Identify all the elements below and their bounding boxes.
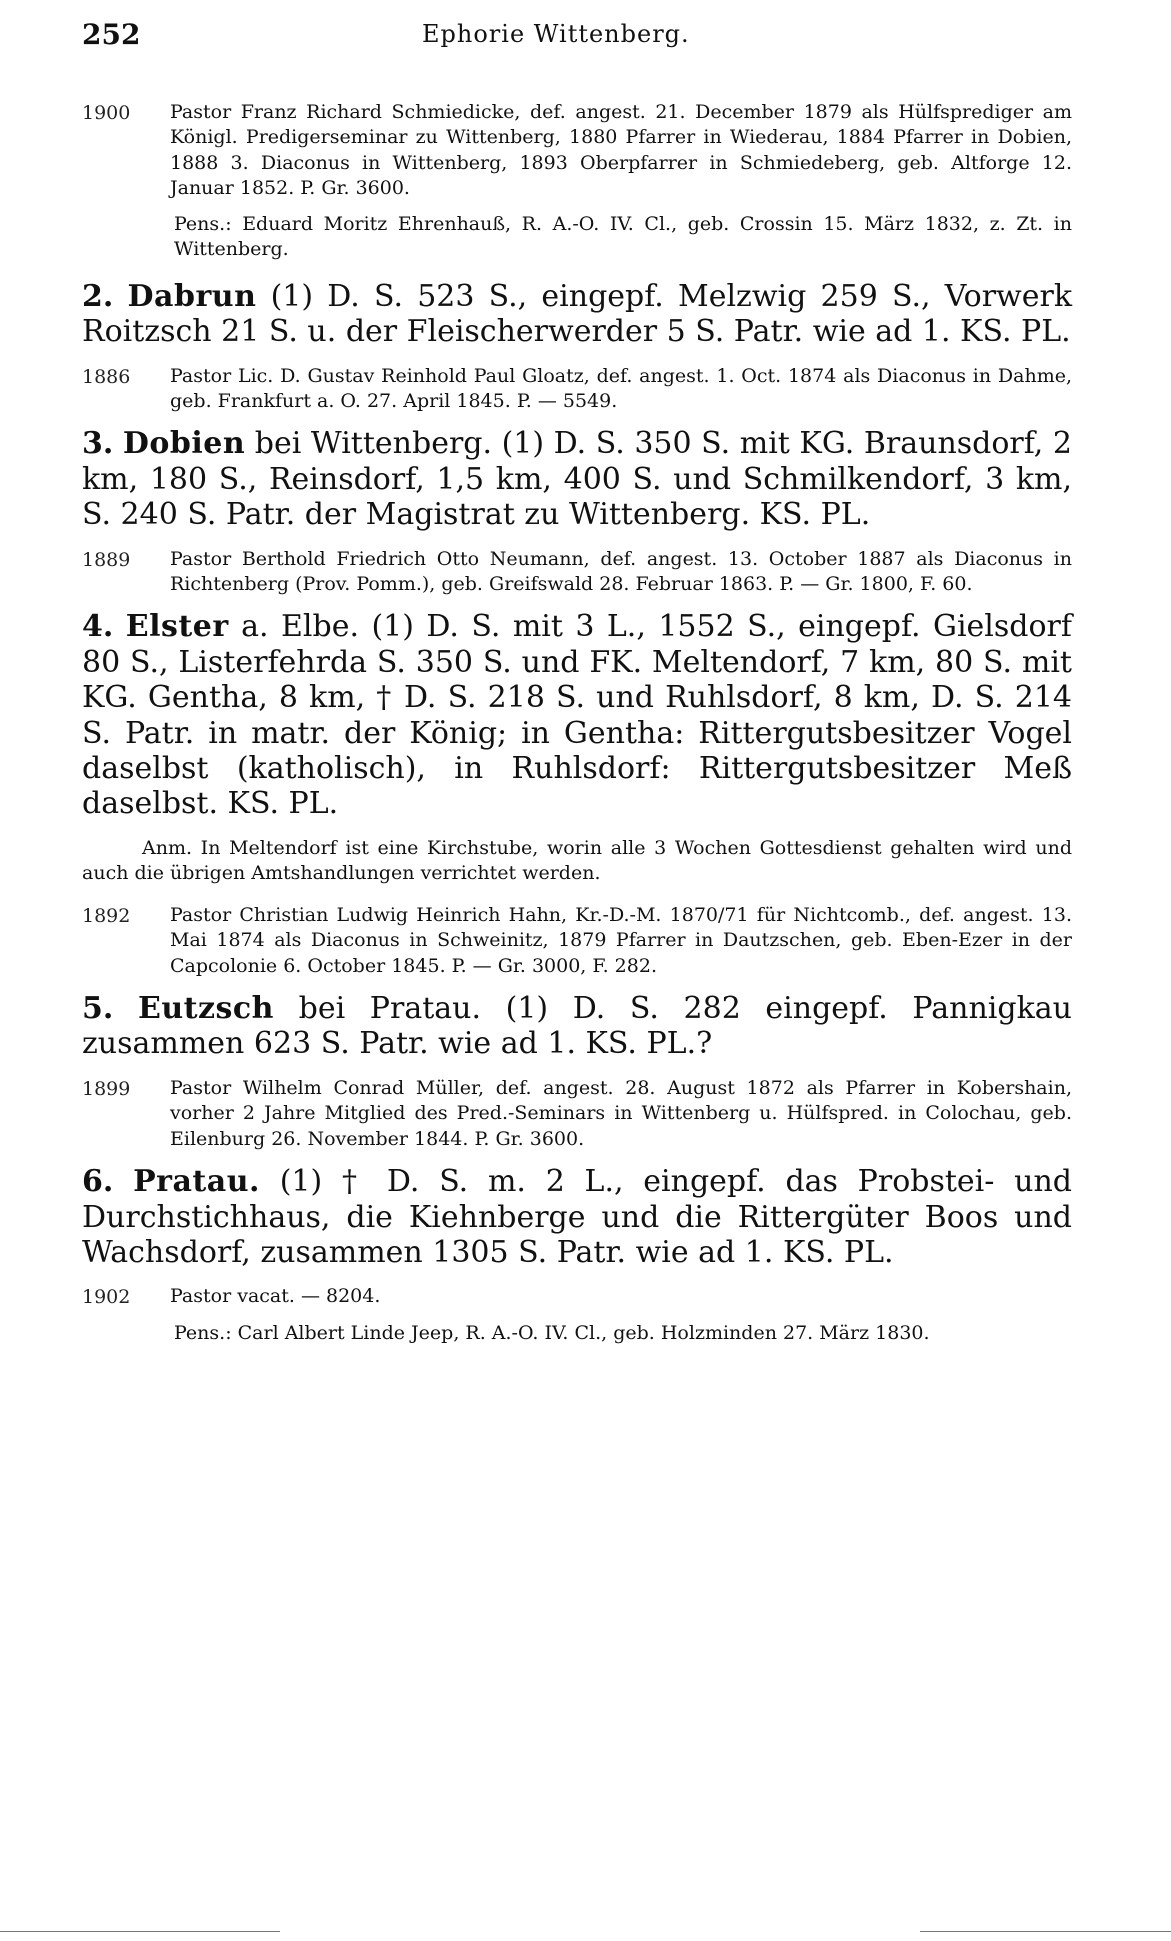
parish-details: a. Elbe. (1) D. S. mit 3 L., 1552 S., eingepf. Gielsdorf 80 S., Listerfehrda S. 350 S. und FK. Meltendorf, 7 km, 80 S. mit KG. Gentha, 8 km, † D. S. 218 S. und Ruhlsdorf, 8 km, D. S. 214 S. Patr. in matr. der König; in Gentha: Rittergutsbesitzer Vogel daselbst (katholisch), in Ruhlsdorf: Rittergutsbesitzer Meß daselbst. KS. PL.	[82, 609, 1072, 822]
entry-year: 1886	[82, 365, 131, 388]
entry-1899	[82, 1076, 1072, 1152]
parish-name: Pratau.	[133, 1164, 260, 1200]
entry-1886	[82, 364, 1072, 415]
parish-details: (1) † D. S. m. 2 L., eingepf. das Probstei- und Durchstichhaus, die Kiehnberge und die Rittergüter Boos und Wachsdorf, zusammen 1305 S. Patr. wie ad 1. KS. PL.	[82, 1164, 1073, 1271]
parish-name: Dabrun	[127, 278, 257, 314]
entry-text: Pastor Lic. D. Gustav Reinhold Paul Gloatz, def. angest. 1. Oct. 1874 als Diaconus in Dahme, geb. Frankfurt a. O. 27. April 1845. P. — 5549.	[170, 364, 1072, 412]
entry-year: 1900	[82, 102, 131, 124]
parish-number: 3.	[82, 426, 114, 462]
pension-note: Pens.: Carl Albert Linde Jeep, R. A.-O. IV. Cl., geb. Holzminden 27. März 1830.	[174, 1321, 930, 1344]
entry-text: Pastor Christian Ludwig Heinrich Hahn, Kr.-D.-M. 1870/71 für Nichtcomb., def. angest. 13. Mai 1874 als Diaconus in Schweinitz, 1879 Pfarrer in Dautzschen, geb. Eben-Ezer in der Capcolonie 6. October 1845. P. — Gr. 3000, F. 282.	[170, 903, 1072, 977]
parish-details: bei Wittenberg. (1) D. S. 350 S. mit KG. Braunsdorf, 2 km, 180 S., Reinsdorf, 1,5 km, 400 S. und Schmilkendorf, 3 km, S. 240 S. Patr. der Magistrat zu Wittenberg. KS. PL.	[82, 426, 1072, 533]
entry-text: Pastor vacat. — 8204.	[170, 1285, 381, 1308]
entry-text: Pastor Franz Richard Schmiedicke, def. angest. 21. December 1879 als Hülfsprediger am Königl. Predigerseminar zu Wittenberg, 1880 Pfarrer in Wiederau, 1884 Pfarrer in Dobien, 1888 3. Diaconus in Wittenberg, 1893 Oberpfarrer in Schmiedeberg, geb. Altforge 12. Januar 1852. P. Gr. 3600.	[170, 101, 1072, 200]
parish-number: 2.	[82, 278, 114, 314]
parish-dabrun	[82, 279, 1072, 350]
page-header	[82, 18, 1082, 58]
entry-year: 1902	[82, 1286, 131, 1309]
parish-elster	[82, 609, 1072, 821]
parish-name: Eutzsch	[137, 991, 274, 1027]
entry-1900	[82, 100, 1072, 202]
parish-details: bei Pratau. (1) D. S. 282 eingepf. Pannigkau zusammen 623 S. Patr. wie ad 1. KS. PL.?	[82, 991, 1072, 1062]
parish-number: 5.	[82, 991, 114, 1027]
parish-dobien	[82, 426, 1072, 532]
parish-name: Dobien	[122, 426, 246, 462]
parish-eutzsch	[82, 991, 1072, 1062]
entry-1892	[82, 903, 1072, 979]
entry-1889	[82, 547, 1072, 598]
parish-number: 6.	[82, 1164, 114, 1200]
running-title: Ephorie Wittenberg.	[422, 20, 690, 48]
entry-year: 1889	[82, 548, 131, 571]
footer-rule-left	[0, 1931, 280, 1932]
parish-pratau	[82, 1164, 1072, 1270]
parish-number: 4.	[82, 609, 114, 645]
entry-year: 1892	[82, 904, 131, 927]
document-content	[82, 100, 1072, 1362]
parish-details: (1) D. S. 523 S., eingepf. Melzwig 259 S., Vorwerk Roitzsch 21 S. u. der Fleischerwerder 5 S. Patr. wie ad 1. KS. PL.	[82, 278, 1072, 350]
footer-rule-right	[920, 1931, 1171, 1932]
entry-text: Pastor Berthold Friedrich Otto Neumann, def. angest. 13. October 1887 als Diaconus in Richtenberg (Prov. Pomm.), geb. Greifswald 28. Februar 1863. P. — Gr. 1800, F. 60.	[170, 547, 1072, 596]
remark-note: Anm. In Meltendorf ist eine Kirchstube, worin alle 3 Wochen Gottesdienst gehalten wird und auch die übrigen Amtshandlungen verrichtet werden.	[82, 836, 1072, 885]
pension-note: Pens.: Eduard Moritz Ehrenhauß, R. A.-O. IV. Cl., geb. Crossin 15. März 1832, z. Zt. in Wittenberg.	[174, 212, 1072, 261]
page-number: 252	[82, 18, 141, 51]
entry-year: 1899	[82, 1077, 131, 1100]
entry-text: Pastor Wilhelm Conrad Müller, def. angest. 28. August 1872 als Pfarrer in Kobershain, vorher 2 Jahre Mitglied des Pred.-Seminars in Wittenberg u. Hülfspred. in Colochau, geb. Eilenburg 26. November 1844. P. Gr. 3600.	[170, 1076, 1072, 1150]
parish-name: Elster	[125, 609, 229, 645]
entry-1902	[82, 1284, 1072, 1310]
